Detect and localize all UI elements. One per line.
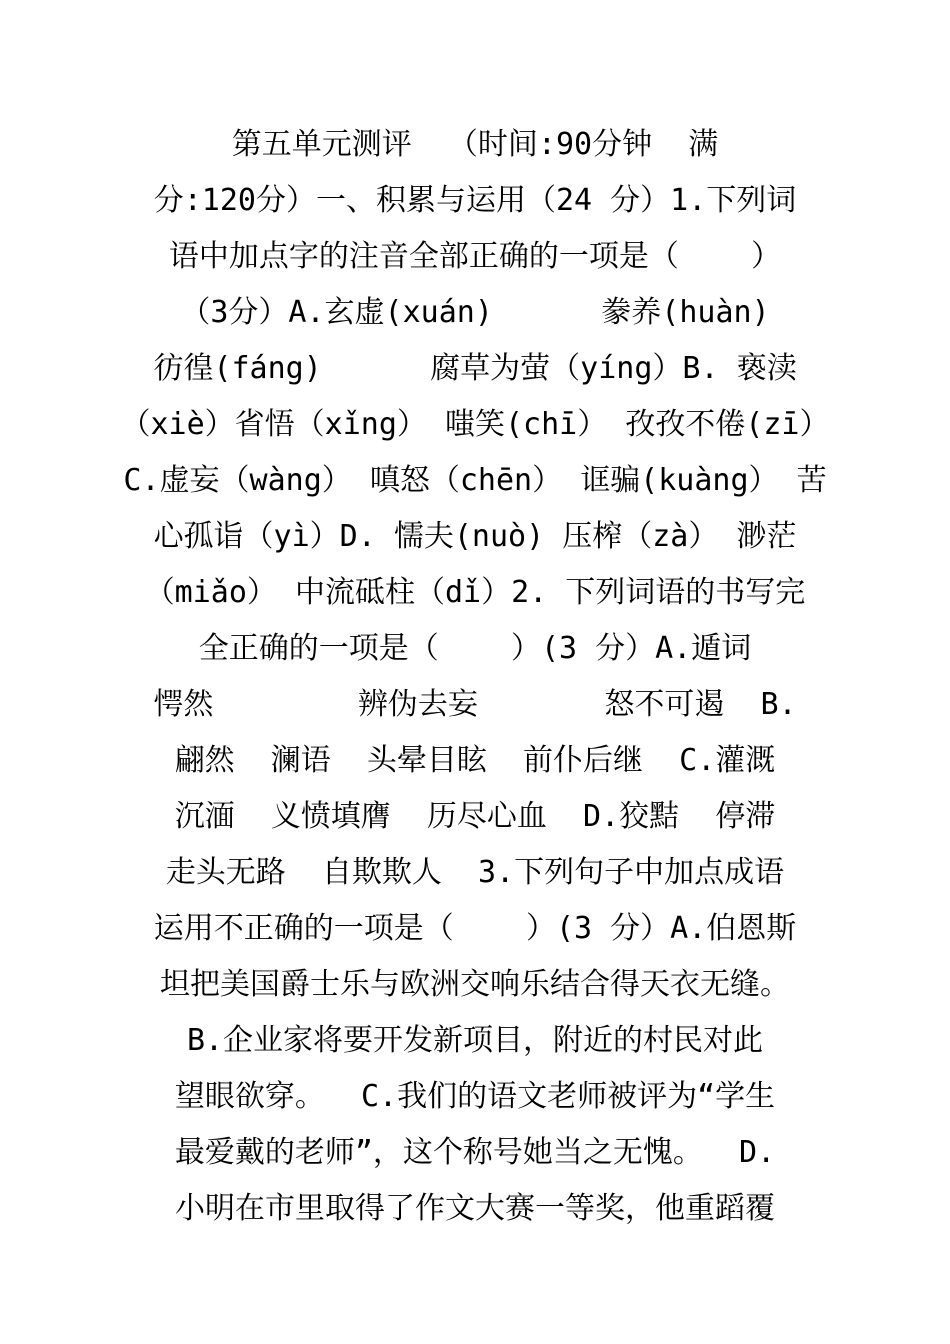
text-line-7: C.虚妄（wàng） 嗔怒（chēn） 诓骗(kuàng） 苦 <box>123 463 827 498</box>
text-line-6: （xiè）省悟（xǐng） 嗤笑(chī） 孜孜不倦(zī） <box>120 407 830 442</box>
text-line-14: 走头无路 自欺欺人 3.下列句子中加点成语 <box>165 855 785 890</box>
text-line-20: 小明在市里取得了作文大赛一等奖，他重蹈覆 <box>175 1191 775 1226</box>
text-line-10: 全正确的一项是（ ）(3 分）A.遁词 <box>198 631 752 666</box>
text-line-1: 第五单元测评 （时间:90分钟 满 <box>231 127 719 162</box>
text-line-16: 坦把美国爵士乐与欧洲交响乐结合得天衣无缝。 <box>160 967 790 1002</box>
text-line-3: 语中加点字的注音全部正确的一项是（ ） <box>168 239 782 274</box>
text-line-13: 沉湎 义愤填膺 历尽心血 D.狡黠 停滞 <box>174 799 776 834</box>
text-line-15: 运用不正确的一项是（ ）(3 分）A.伯恩斯 <box>153 911 797 946</box>
text-line-8: 心孤诣（yì）D. 懦夫(nuò) 压榨（zà） 渺茫 <box>153 519 797 554</box>
text-line-9: （miǎo） 中流砥柱（dǐ）2. 下列词语的书写完 <box>144 575 806 610</box>
text-line-4: （3分）A.玄虚(xuán) 豢养(huàn) <box>180 295 770 330</box>
text-line-17: B.企业家将要开发新项目，附近的村民对此 <box>186 1023 764 1058</box>
text-line-11: 愕然 辨伪去妄 怒不可遏 B. <box>153 687 797 722</box>
text-line-12: 翩然 澜语 头晕目眩 前仆后继 C.灌溉 <box>174 743 776 778</box>
text-line-2: 分:120分）一、积累与运用（24 分）1.下列词 <box>153 183 797 218</box>
text-line-5: 彷徨(fáng) 腐草为萤（yíng）B. 亵渎 <box>153 351 797 386</box>
text-line-19: 最爱戴的老师”，这个称号她当之无愧。 D. <box>174 1135 776 1170</box>
text-line-18: 望眼欲穿。 C.我们的语文老师被评为“学生 <box>174 1079 776 1114</box>
